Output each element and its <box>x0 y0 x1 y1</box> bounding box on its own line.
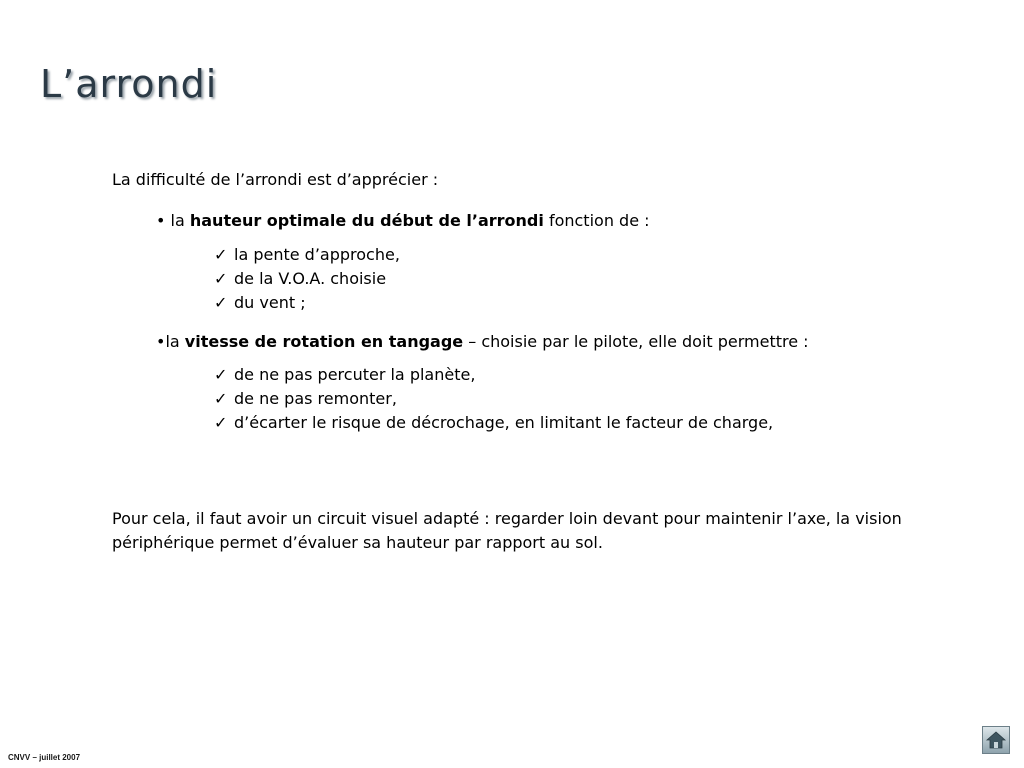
check-item-label: la pente d’approche, <box>234 245 400 264</box>
check-item <box>214 243 400 267</box>
check-item-label: du vent ; <box>234 293 306 312</box>
bullet-hauteur-suffix: fonction de : <box>543 211 650 230</box>
check-icon: ✓ <box>214 245 228 264</box>
bullet-hauteur <box>156 209 650 233</box>
slide-title: L’arrondi <box>40 62 218 106</box>
home-icon <box>983 727 1009 753</box>
bullet-vitesse <box>156 330 809 354</box>
check-item-label: de ne pas remonter, <box>234 389 397 408</box>
check-item <box>214 267 400 291</box>
check-item-label: d’écarter le risque de décrochage, en limitant le facteur de charge, <box>234 413 774 432</box>
bullet-vitesse-suffix: – choisie par le pilote, elle doit permettre : <box>463 332 809 351</box>
check-item-label: de ne pas percuter la planète, <box>234 365 476 384</box>
bullet-vitesse-bold: vitesse de rotation en tangage <box>184 332 464 351</box>
check-item <box>214 291 400 315</box>
check-item <box>214 363 773 387</box>
check-item <box>214 387 773 411</box>
home-button[interactable] <box>982 726 1010 754</box>
check-icon: ✓ <box>214 365 228 384</box>
check-item <box>214 411 773 435</box>
bullet-vitesse-prefix: •la <box>156 332 185 351</box>
check-icon: ✓ <box>214 389 228 408</box>
vitesse-check-list <box>214 363 773 435</box>
check-icon: ✓ <box>214 293 228 312</box>
footer-credit: CNVV – juillet 2007 <box>8 753 81 762</box>
bullet-hauteur-prefix: • la <box>156 211 190 230</box>
check-icon: ✓ <box>214 413 228 432</box>
bullet-hauteur-bold: hauteur optimale du début de l’arrondi <box>189 211 544 230</box>
check-item-label: de la V.O.A. choisie <box>234 269 387 288</box>
check-icon: ✓ <box>214 269 228 288</box>
hauteur-check-list <box>214 243 400 315</box>
intro-text: La difficulté de l’arrondi est d’apprécier : <box>112 170 439 189</box>
conclusion-text: Pour cela, il faut avoir un circuit visuel adapté : regarder loin devant pour maintenir l’axe, la vision périphérique permet d’évaluer sa hauteur par rapport au sol. <box>112 509 902 552</box>
